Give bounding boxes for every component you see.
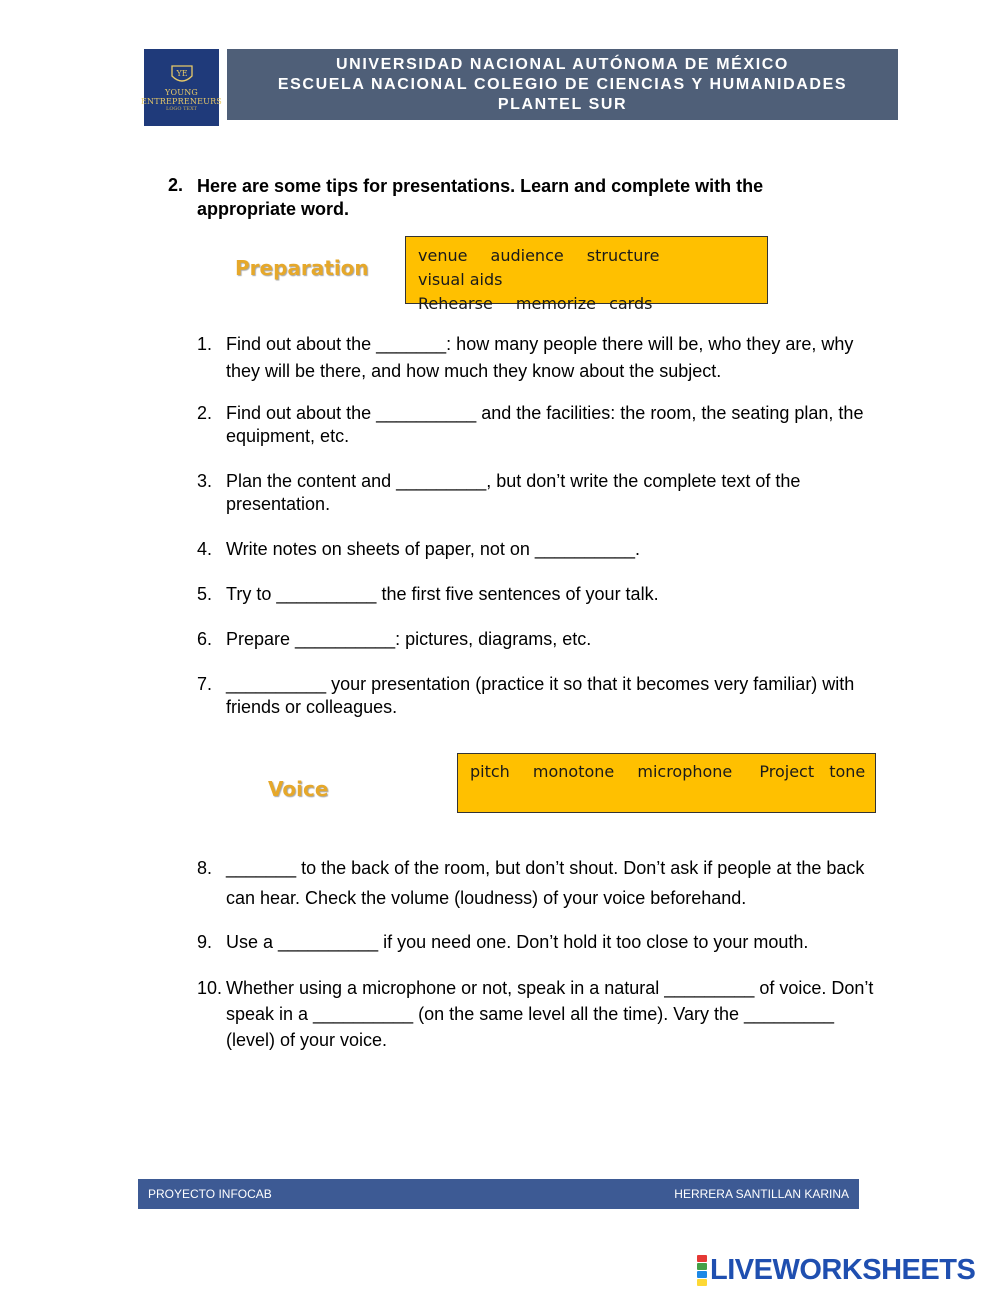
logo-monogram: YE [175, 68, 188, 78]
item-number: 8. [197, 858, 213, 878]
footer-project: PROYECTO INFOCAB [148, 1187, 272, 1201]
item-text[interactable]: Whether using a microphone or not, speak in a natural _________ of voice. Don’t speak in a __________ (on the same level all the time). Vary the _________ (level) of your voice. [226, 978, 874, 1050]
school-logo [141, 49, 222, 126]
item-number: 6. [197, 629, 213, 649]
item-text[interactable]: Find out about the __________ and the facilities: the room, the seating plan, the equipment, etc. [226, 403, 864, 446]
item-text[interactable]: Use a __________ if you need one. Don’t hold it too close to your mouth. [226, 932, 809, 952]
item-text[interactable]: _______ to the back of the room, but don’t shout. Don’t ask if people at the back can hear. Check the volume (loudness) of your voice beforehand. [226, 858, 865, 908]
section-title-preparation: Preparation [235, 256, 369, 280]
question-number: 2. [168, 175, 184, 195]
crest-icon [169, 64, 195, 86]
word-bank-voice [457, 753, 876, 813]
page-footer [138, 1179, 859, 1209]
item-number: 9. [197, 932, 213, 952]
header-line-school: ESCUELA NACIONAL COLEGIO DE CIENCIAS Y HUMANIDADES [277, 75, 848, 93]
brand-name: LIVEWORKSHEETS [710, 1253, 976, 1286]
liveworksheets-brand[interactable] [697, 1253, 975, 1287]
item-text[interactable]: Write notes on sheets of paper, not on __________. [226, 539, 640, 559]
footer-author: HERRERA SANTILLAN KARINA [674, 1187, 849, 1201]
item-text[interactable]: Plan the content and _________, but don’t write the complete text of the presentation. [226, 471, 801, 514]
word-bank-item: Project [759, 762, 815, 781]
word-bank-item: structure [586, 246, 660, 265]
item-number: 7. [197, 674, 213, 694]
item-text[interactable]: Find out about the _______: how many people there will be, who they are, why they will be there, and how much they know about the subject. [226, 334, 854, 381]
word-bank-item: monotone [532, 762, 615, 781]
item-number: 5. [197, 584, 213, 604]
word-bank-item: memorize [515, 294, 596, 313]
item-number: 10. [197, 978, 223, 998]
item-text[interactable]: __________ your presentation (practice it so that it becomes very familiar) with friends or colleagues. [226, 674, 855, 717]
section-title-voice: Voice [268, 777, 329, 801]
word-bank-item: tone [829, 762, 866, 781]
header-line-university: UNIVERSIDAD NACIONAL AUTÓNOMA DE MÉXICO [336, 55, 789, 73]
liveworksheets-icon [697, 1255, 707, 1286]
word-bank-item: venue [418, 246, 468, 265]
word-bank-preparation [405, 236, 768, 313]
question-text: Here are some tips for presentations. Learn and complete with the appropriate word. [197, 176, 764, 219]
item-number: 4. [197, 539, 213, 559]
item-number: 3. [197, 471, 213, 491]
institution-header [227, 49, 898, 120]
word-bank-item: audience [490, 246, 564, 265]
header-line-campus: PLANTEL SUR [497, 95, 628, 113]
logo-subtext: LOGO TEXT [166, 105, 197, 112]
item-number: 2. [197, 403, 213, 423]
word-bank-item: visual aids [418, 270, 503, 289]
word-bank-item: pitch [470, 762, 510, 781]
item-text[interactable]: Prepare __________: pictures, diagrams, etc. [226, 629, 592, 649]
word-bank-item: microphone [637, 762, 733, 781]
word-bank-item: cards [609, 294, 653, 313]
item-number: 1. [197, 334, 213, 354]
logo-text: YOUNG ENTREPRENEURS [141, 87, 222, 106]
item-text[interactable]: Try to __________ the first five sentences of your talk. [226, 584, 659, 604]
word-bank-item: Rehearse [418, 294, 493, 313]
